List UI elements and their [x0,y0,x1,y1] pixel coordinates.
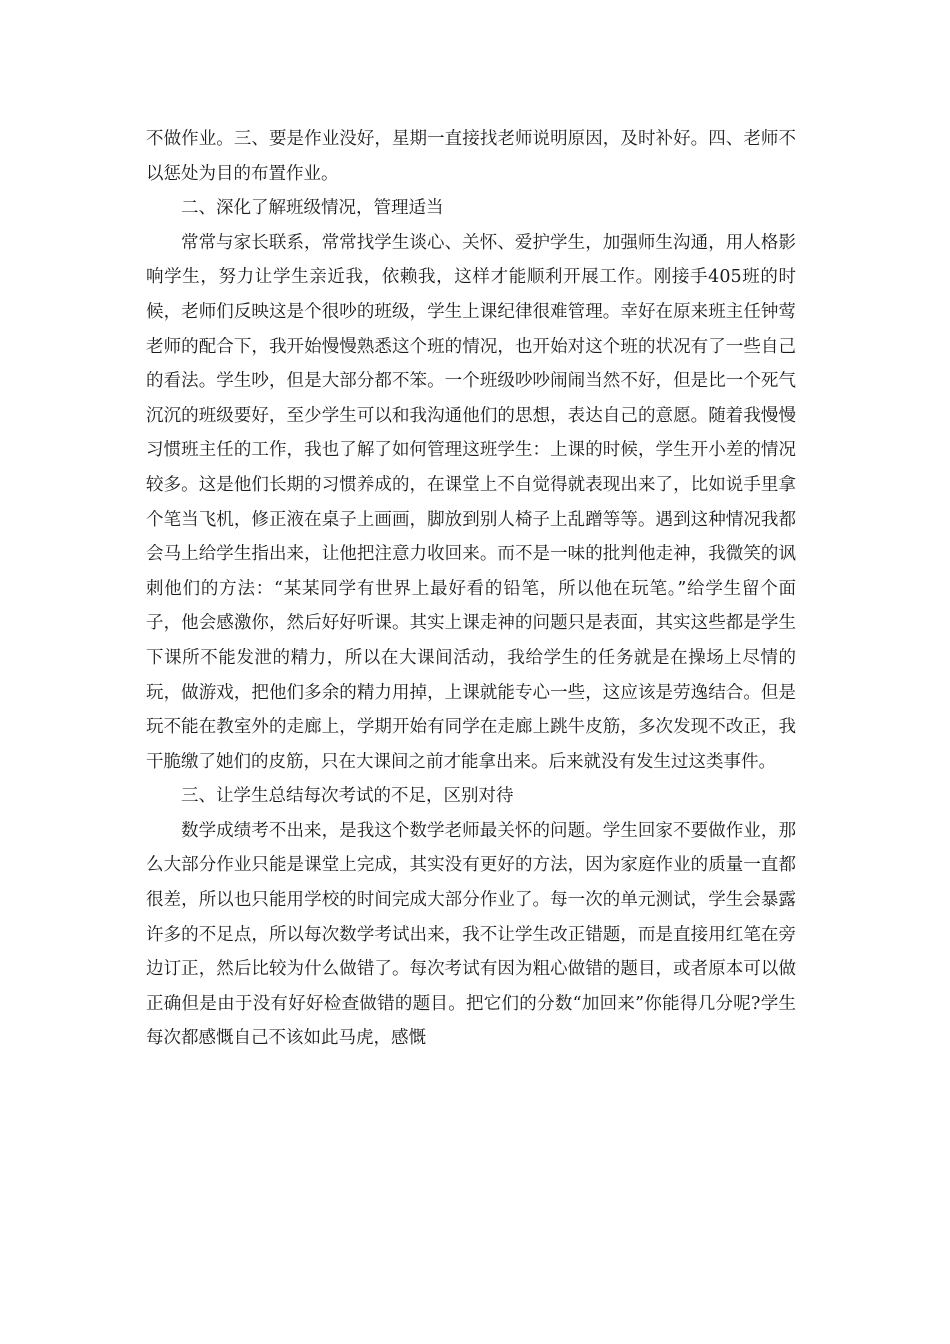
section-heading-3: 三、让学生总结每次考试的不足，区别对待 [181,786,514,807]
section-heading-2: 二、深化了解班级情况，管理适当 [181,198,444,219]
body-paragraph-class-management: 常常与家长联系，常常找学生谈心、关怀、爱护学生，加强师生沟通，用人格影响学生，努力让学生亲近我，依赖我，这样才能顺利开展工作。刚接手405班的时候，老师们反映这是个很吵的班级，学生上课纪律很难管理。幸好在原来班主任钟莺老师的配合下，我开始慢慢熟悉这个班的情况，也开始对这个班的状况有了一些自己的看法。学生吵，但是大部分都不笨。一个班级吵吵闹闹当然不好，但是比一个死气沉沉的班级要好，至少学生可以和我沟通他们的思想，表达自己的意愿。随着我慢慢习惯班主任的工作，我也了解了如何管理这班学生：上课的时候，学生开小差的情况较多。这是他们长期的习惯养成的，在课堂上不自觉得就表现出来了，比如说手里拿个笔当飞机，修正液在桌子上画画，脚放到别人椅子上乱蹭等等。遇到这种情况我都会马上给学生指出来，让他把注意力收回来。而不是一味的批判他走神，我微笑的讽刺他们的方法：“某某同学有世界上最好看的铅笔，所以他在玩笔。”给学生留个面子，他会感激你，然后好好听课。其实上课走神的问题只是表面，其实这些都是学生下课所不能发泄的精力，所以在大课间活动，我给学生的任务就是在操场上尽情的玩，做游戏，把他们多余的精力用掉，上课就能专心一些，这应该是劳逸结合。但是玩不能在教室外的走廊上，学期开始有同学在走廊上跳牛皮筋，多次发现不改正，我干脆缴了她们的皮筋，只在大课间之前才能拿出来。后来就没有发生过这类事件。 [146,232,796,772]
document-page [146,122,796,1056]
paragraph-continuation: 不做作业。三、要是作业没好，星期一直接找老师说明原因，及时补好。四、老师不以惩处为目的布置作业。 [146,129,796,184]
body-paragraph-exam-review: 数学成绩考不出来，是我这个数学老师最关怀的问题。学生回家不要做作业，那么大部分作业只能是课堂上完成，其实没有更好的方法，因为家庭作业的质量一直都很差，所以也只能用学校的时间完成大部分作业了。每一次的单元测试，学生会暴露许多的不足点，所以每次数学考试出来，我不让学生改正错题，而是直接用红笔在旁边订正，然后比较为什么做错了。每次考试有因为粗心做错的题目，或者原本可以做正确但是由于没有好好检查做错的题目。把它们的分数“加回来”你能得几分呢?学生每次都感慨自己不该如此马虎，感慨 [146,820,796,1049]
